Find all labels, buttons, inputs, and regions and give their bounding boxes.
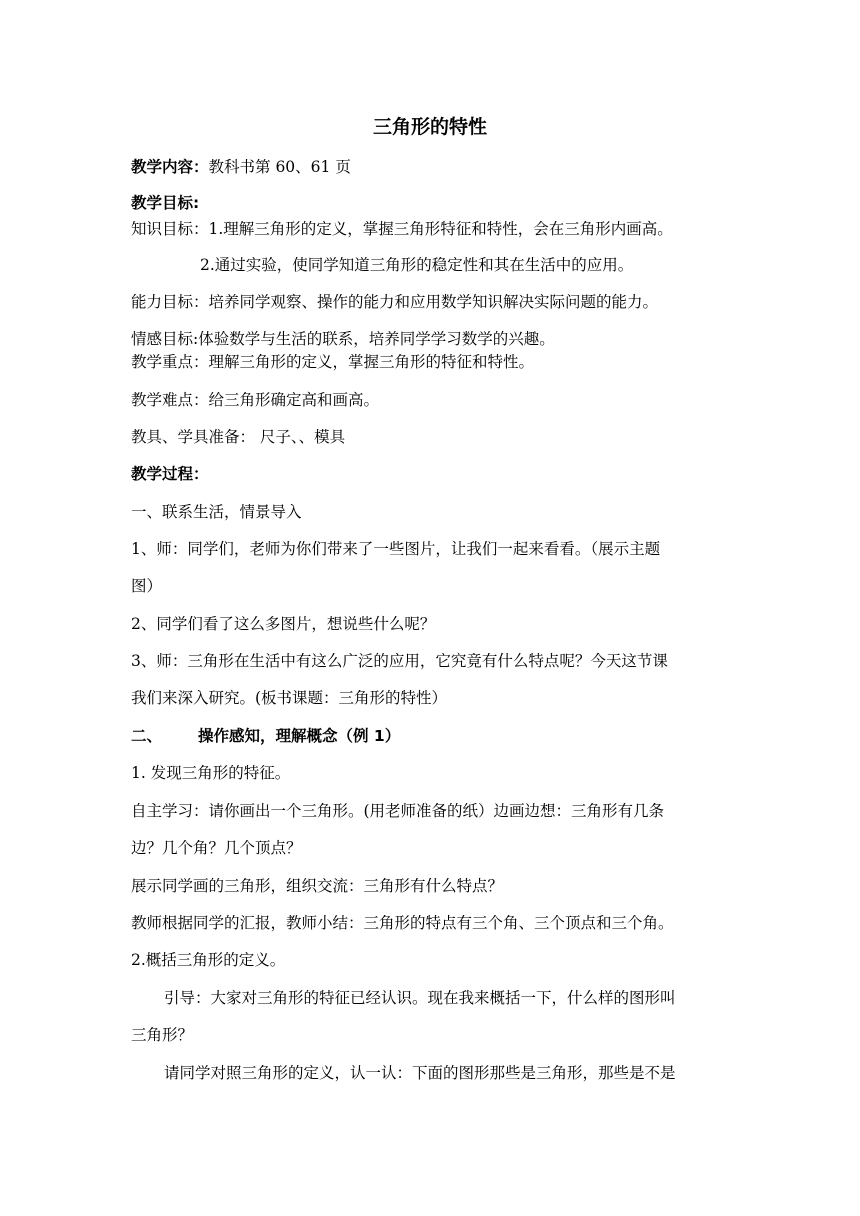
page-title: 三角形的特性 [372,116,487,138]
goal-ability: 能力目标：培养同学观察、操作的能力和应用数学知识解决实际问题的能力。 [131,293,659,311]
s1-paragraph-1-line-1: 1、师：同学们，老师为你们带来了一些图片，让我们一起来看看。（展示主题 [131,540,661,558]
teaching-content [131,157,750,177]
section1-title: 一、联系生活，情景导入 [131,503,302,521]
s2-paragraph-7-line-1: 请同学对照三角形的定义，认一认：下面的图形那些是三角形，那些是不是 [164,1064,676,1082]
section2-heading [131,726,750,746]
s1-paragraph-3-line-2: 我们来深入研究。(板书课题：三角形的特性） [131,689,448,707]
s2-paragraph-2-line-1: 自主学习：请你画出一个三角形。(用老师准备的纸）边画边想：三角形有几条 [131,802,665,820]
s2-paragraph-1: 1. 发现三角形的特征。 [131,764,291,782]
content-label: 教学内容： [131,158,209,176]
s2-paragraph-6-line-1: 引导：大家对三角形的特征已经认识。现在我来概括一下，什么样的图形叫 [164,989,676,1007]
s1-paragraph-2: 2、同学们看了这么多图片，想说些什么呢？ [131,615,436,633]
section2-title: 操作感知，理解概念（例 1） [198,727,401,745]
key-point: 教学重点：理解三角形的定义，掌握三角形的特征和特性。 [131,353,535,371]
s2-paragraph-2-line-2: 边？几个角？几个顶点？ [131,839,302,857]
s2-paragraph-6-line-2: 三角形？ [131,1026,194,1044]
s1-paragraph-1-line-2: 图） [131,577,163,595]
goal-emotion: 情感目标:体验数学与生活的联系，培养同学学习数学的兴趣。 [131,330,555,348]
s2-paragraph-3: 展示同学画的三角形，组织交流：三角形有什么特点？ [131,877,504,895]
section2-number: 二、 [131,727,163,745]
tools: 教具、学具准备： 尺子、、模具 [131,428,346,446]
s1-paragraph-3-line-1: 3、师：三角形在生活中有这么广泛的应用，它究竟有什么特点呢？今天这节课 [131,652,668,670]
process-heading: 教学过程： [131,465,209,483]
difficulty: 教学难点：给三角形确定高和画高。 [131,391,380,409]
goal-knowledge-2: 2.通过实验，使同学知道三角形的稳定性和其在生活中的应用。 [200,256,634,274]
goals-heading: 教学目标: [131,194,200,212]
goal-knowledge-1: 知识目标：1.理解三角形的定义，掌握三角形特征和特性，会在三角形内画高。 [131,220,673,238]
content-value: 教科书第 60、61 页 [208,158,351,176]
s2-paragraph-4: 教师根据同学的汇报，教师小结：三角形的特点有三个角、三个顶点和三个角。 [131,914,674,932]
s2-paragraph-5: 2.概括三角形的定义。 [131,951,286,969]
